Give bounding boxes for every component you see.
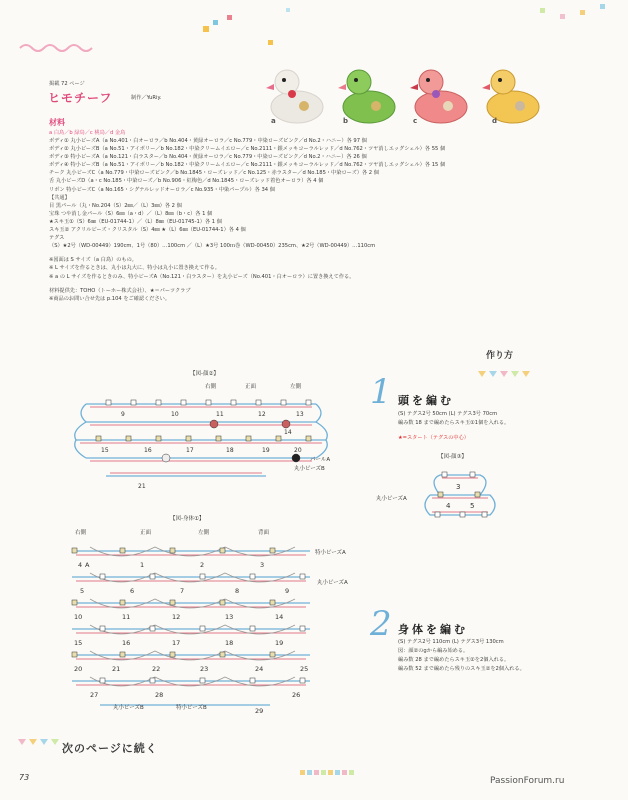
material-line: リボン 特小ビーズC（a No.165・シグナルレッドオーロラ／c No.935・中染パープル）各 34 個 <box>49 186 275 193</box>
diagram2-callout-bead: 丸小ビーズB <box>294 466 325 472</box>
diagram2-beadwork <box>66 392 336 492</box>
howto-label: 作り方 <box>486 351 514 361</box>
svg-text:9: 9 <box>121 411 125 418</box>
note-line: ※図面は S サイズ（a 白鳥）のもの。 <box>49 257 137 264</box>
ref-page: 掲載 72 ページ <box>49 81 85 87</box>
svg-text:14: 14 <box>275 613 284 621</box>
top-decoration <box>0 0 628 70</box>
diagram1-beadwork <box>60 537 328 717</box>
step2-line: 編み数 28 まで編めたらスキ玉②を2個入れる。 <box>398 657 510 663</box>
svg-text:5: 5 <box>80 587 85 595</box>
svg-text:1: 1 <box>140 561 145 569</box>
svg-text:12: 12 <box>172 613 181 621</box>
svg-text:21: 21 <box>138 483 146 490</box>
diagram2-side-right: 右側 <box>205 384 217 390</box>
material-line: ボディ④ 特小ビーズB（a No.51・アイボリー／b No.182・中染クリームイエロー／c No.2111・銀メッキコーラルレッド／d No.762・ツヤ消しエッグシェル）各 15 個 <box>49 162 446 169</box>
materials-legend: a 白鳥／b 緑鳥／c 桃鳥／d 金鳥 <box>49 130 126 136</box>
svg-text:19: 19 <box>275 639 284 647</box>
svg-text:16: 16 <box>122 639 131 647</box>
common-heading: 【共通】 <box>49 194 70 201</box>
svg-text:6: 6 <box>130 587 135 595</box>
footer-dots <box>300 760 356 779</box>
diagram2-side-front: 正面 <box>245 384 257 390</box>
svg-text:20: 20 <box>294 447 302 454</box>
page-title: ヒモチーフ <box>48 91 113 105</box>
bird-a <box>266 70 323 123</box>
material-line: 舌 丸小ビーズD（a・c No.185・中染ローズ／b No.906・紅梅色／d No.1845・ローズレッド着色オーロラ）各 4 個 <box>49 178 324 185</box>
svg-text:18: 18 <box>225 639 234 647</box>
svg-text:10: 10 <box>171 411 179 418</box>
svg-text:3: 3 <box>456 483 461 491</box>
diagram2-caption: 【図-顔②】 <box>190 371 219 377</box>
svg-text:21: 21 <box>112 665 121 673</box>
svg-text:16: 16 <box>144 447 152 454</box>
bird-d <box>482 70 539 123</box>
supplier-line: 材料提供先：TOHO（トーホー株式会社）、★＝パーツクラブ <box>49 287 191 294</box>
svg-text:15: 15 <box>101 447 109 454</box>
diagram1-side-front: 正面 <box>140 530 152 536</box>
material-line: ボディ① 丸小ビーズA（a No.401・白オーロラ／b No.404・黄緑オーロラ／c No.779・中染ローズピンク／d No.2・ハニー）各 97 個 <box>49 138 367 144</box>
diagram3-callout: 丸小ビーズA <box>376 496 407 502</box>
photo-label-a: a <box>271 117 276 125</box>
step1-line: 編み数 18 まで編めたらスキ玉①1個を入れる。 <box>398 420 510 426</box>
svg-text:17: 17 <box>186 447 194 454</box>
photo-label-b: b <box>343 117 349 125</box>
svg-text:A: A <box>85 561 90 569</box>
material-line: ボディ③ 特小ビーズA（a No.121・白ラスター／b No.404・黄緑オーロラ／c No.779・中染ローズピンク／d No.2・ハニー）各 26 個 <box>49 154 367 161</box>
footer-triangles <box>18 730 62 749</box>
bird-c <box>410 70 467 123</box>
common-line: 宝珠 つや消し金パール（S）6㎜（a・d）／（L）8㎜（b・c）各 1 個 <box>49 210 213 217</box>
svg-text:10: 10 <box>74 613 83 621</box>
step1-line: (S) テグス2号 50cm (L) テグス3号 70cm <box>398 411 498 417</box>
svg-text:22: 22 <box>152 665 161 673</box>
supplier-line: ※商品のお問い合せ先は p.104 をご確認ください。 <box>49 295 171 302</box>
svg-text:28: 28 <box>155 691 164 699</box>
photo-label-d: d <box>492 117 498 125</box>
diagram1-callout-seed-b: 特小ビーズB <box>176 705 207 711</box>
material-line: チーク 丸小ビーズC（a No.779・中染ローズピンク／b No.1845・ローズレッド／c No.125・赤ラスター／d No.185・中染ローズ）各 2 個 <box>49 170 379 177</box>
svg-text:27: 27 <box>90 691 99 699</box>
svg-text:25: 25 <box>300 665 309 673</box>
howto-triangles <box>478 362 533 381</box>
svg-text:2: 2 <box>200 561 205 569</box>
common-line: （S）★2号（WD-00449）190cm、1号（80）…100cm ／（L）★3号 100ｍ巻（WD-00450）235cm、★2号（WD-00449）…110cm <box>49 243 376 250</box>
watermark: PassionForum.ru <box>490 776 565 786</box>
step1-number: 1 <box>370 372 392 412</box>
svg-text:17: 17 <box>172 639 181 647</box>
svg-text:8: 8 <box>235 587 240 595</box>
diagram1-side-left: 左側 <box>198 530 210 536</box>
diagram1-side-right: 右側 <box>75 530 87 536</box>
materials-heading: 材料 <box>49 118 65 127</box>
page-number: 73 <box>19 773 30 782</box>
svg-text:13: 13 <box>225 613 234 621</box>
bird-b <box>338 70 395 123</box>
svg-text:12: 12 <box>258 411 266 418</box>
svg-text:4: 4 <box>446 502 451 510</box>
svg-text:18: 18 <box>226 447 234 454</box>
diagram2-callout-pearl: パールA <box>310 457 331 463</box>
diagram1-side-back: 背面 <box>258 530 270 536</box>
svg-text:3: 3 <box>260 561 265 569</box>
step2-line: (S) テグス2号 110cm (L) テグス3号 130cm <box>398 639 504 645</box>
diagram1-callout-seed-a: 特小ビーズA <box>315 550 346 556</box>
note-line: ※ a の L サイズを作るときのみ、特小ビーズA（No.121・白ラスター）を丸小ビーズ（No.401・白オーロラ）に置き換えて作る。 <box>49 273 355 280</box>
diagram3-caption: 【図-顔③】 <box>438 454 467 460</box>
material-line: ボディ② 丸小ビーズB（a No.51・アイボリー／b No.182・中染クリームイエロー／c No.2111・銀メッキコーラルレッド／d No.762・ツヤ消しエッグシェル）各 55 個 <box>49 146 446 153</box>
step2-number: 2 <box>370 604 392 644</box>
svg-text:15: 15 <box>74 639 83 647</box>
svg-text:14: 14 <box>284 429 292 436</box>
svg-text:9: 9 <box>285 587 290 595</box>
common-line: 目 黒パール（丸・No.204（S）2㎜／（L）3㎜）各 2 個 <box>49 202 182 209</box>
svg-text:7: 7 <box>180 587 185 595</box>
step1-title: 頭を編む <box>398 394 454 407</box>
note-line: ※ L サイズを作るときは、丸小は丸大に、特小は丸小に置き換えて作る。 <box>49 265 220 272</box>
continue-text: 次のページに続く <box>62 742 158 755</box>
step2-line: 図：顔②のgから編み始める。 <box>398 648 469 654</box>
diagram1-callout-round-a: 丸小ビーズA <box>317 580 348 586</box>
svg-text:5: 5 <box>470 502 475 510</box>
svg-text:19: 19 <box>262 447 270 454</box>
credit: 制作／YuRiy. <box>131 95 162 101</box>
svg-text:11: 11 <box>122 613 131 621</box>
svg-text:4: 4 <box>78 561 83 569</box>
common-line: ★スキ玉①（S）6㎜（EU-01744-1）／（L）8㎜（EU-01745-1）各 1 個 <box>49 218 222 225</box>
diagram1-caption: 【図-身体①】 <box>170 516 205 522</box>
step1-star-note: ★=スタート（テグスの中心） <box>398 435 469 441</box>
common-line: スキ玉② アクリルビーズ・クリスタル（S）4㎜ ★（L）6㎜（EU-01744-1）各 4 個 <box>49 227 246 234</box>
bird-photos <box>262 62 562 128</box>
step2-title: 身体を編む <box>398 623 468 636</box>
diagram1-callout-round-b: 丸小ビーズB <box>113 705 144 711</box>
svg-text:23: 23 <box>200 665 209 673</box>
svg-text:20: 20 <box>74 665 83 673</box>
svg-text:13: 13 <box>296 411 304 418</box>
svg-text:11: 11 <box>216 411 224 418</box>
diagram2-side-left: 左側 <box>290 384 302 390</box>
svg-text:26: 26 <box>292 691 301 699</box>
svg-text:29: 29 <box>255 707 264 715</box>
common-line: テグス <box>49 235 65 242</box>
step2-line: 編み数 52 まで編めたら残りのスキ玉②を2個入れる。 <box>398 666 525 672</box>
diagram3-beadwork <box>420 460 500 530</box>
materials-list <box>49 137 445 303</box>
photo-label-c: c <box>413 117 418 125</box>
svg-text:24: 24 <box>255 665 264 673</box>
